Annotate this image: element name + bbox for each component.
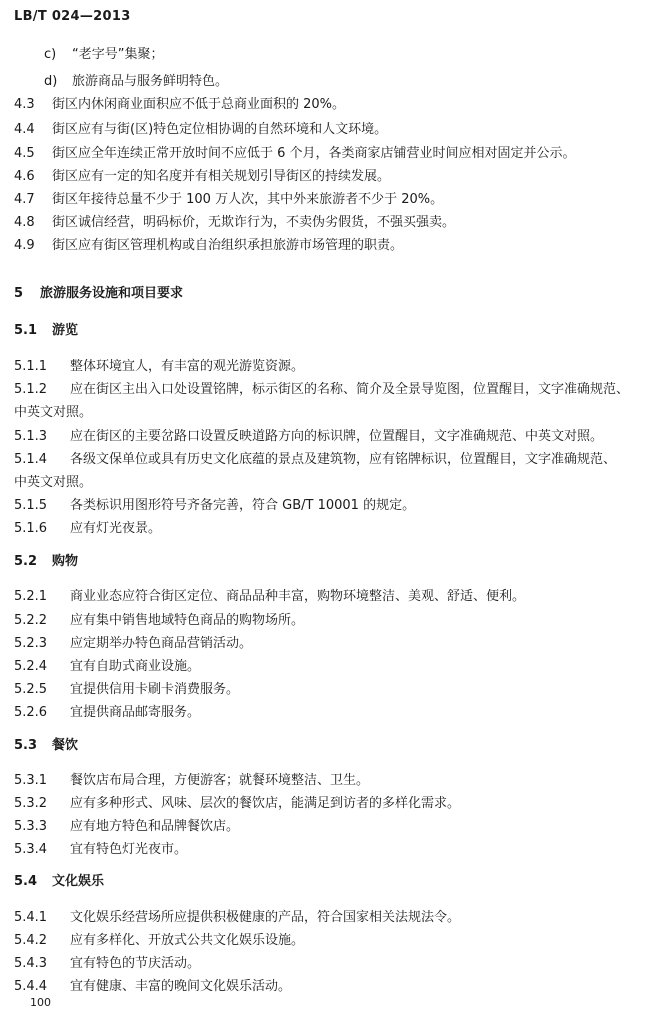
clause-number: 5.2.1 <box>14 589 48 604</box>
clause-number: 5.3.3 <box>14 819 48 834</box>
clause-number: 5.1.3 <box>14 429 48 444</box>
section-number: 5.1 <box>14 323 38 338</box>
clause-text: 街区应全年连续正常开放时间不应低于 6 个月，各类商家店铺营业时间应相对固定并公示。 <box>52 146 576 161</box>
clause-number: 5.1.5 <box>14 498 48 513</box>
clause-text: 宜有特色灯光夜市。 <box>70 842 188 857</box>
clause-text: 宜有特色的节庆活动。 <box>70 956 201 971</box>
section-number: 5.3 <box>14 738 38 753</box>
clause-number: 5.1.6 <box>14 521 48 536</box>
section-title: 游览 <box>52 323 79 338</box>
clause-number: 5.2.2 <box>14 613 48 628</box>
clause-number: 5.4.1 <box>14 910 48 925</box>
list-text: 旅游商品与服务鲜明特色。 <box>72 74 229 89</box>
page-number: 100 <box>30 996 51 1009</box>
clause-number: 4.7 <box>14 192 35 207</box>
list-marker: d) <box>44 74 58 89</box>
standard-code-header: LB/T 024—2013 <box>14 9 131 24</box>
clause-number: 4.4 <box>14 122 35 137</box>
clause-number: 4.9 <box>14 238 35 253</box>
chapter-title: 旅游服务设施和项目要求 <box>40 286 184 301</box>
clause-text: 街区年接待总量不少于 100 万人次，其中外来旅游者不少于 20%。 <box>52 192 444 207</box>
clause-text: 各类标识用图形符号齐备完善，符合 GB/T 10001 的规定。 <box>70 498 416 513</box>
section-title: 购物 <box>52 554 79 569</box>
clause-text-continuation: 中英文对照。 <box>14 405 93 420</box>
clause-text: 宜提供商品邮寄服务。 <box>70 705 201 720</box>
section-title: 文化娱乐 <box>52 874 105 889</box>
clause-text: 宜有健康、丰富的晚间文化娱乐活动。 <box>70 979 292 994</box>
clause-text: 街区应有一定的知名度并有相关规划引导街区的持续发展。 <box>52 169 391 184</box>
section-number: 5.4 <box>14 874 38 889</box>
clause-number: 5.2.6 <box>14 705 48 720</box>
clause-number: 4.6 <box>14 169 35 184</box>
clause-text: 餐饮店布局合理，方便游客；就餐环境整洁、卫生。 <box>70 773 370 788</box>
clause-text: 应有多样化、开放式公共文化娱乐设施。 <box>70 933 305 948</box>
clause-text: 各级文保单位或具有历史文化底蕴的景点及建筑物，应有铭牌标识，位置醒目，文字准确规范、 <box>70 452 617 467</box>
clause-number: 5.1.4 <box>14 452 48 467</box>
clause-number: 5.1.1 <box>14 359 48 374</box>
clause-text: 应有多种形式、风味、层次的餐饮店，能满足到访者的多样化需求。 <box>70 796 461 811</box>
clause-text: 街区内休闲商业面积应不低于总商业面积的 20%。 <box>52 97 346 112</box>
clause-text: 街区诚信经营，明码标价，无欺诈行为，不卖伪劣假货，不强买强卖。 <box>52 215 456 230</box>
clause-text: 应在街区的主要岔路口设置反映道路方向的标识牌，位置醒目，文字准确规范、中英文对照。 <box>70 429 604 444</box>
clause-number: 5.3.2 <box>14 796 48 811</box>
clause-text: 应有灯光夜景。 <box>70 521 162 536</box>
clause-text: 文化娱乐经营场所应提供积极健康的产品，符合国家相关法规法令。 <box>70 910 461 925</box>
clause-text: 街区应有街区管理机构或自治组织承担旅游市场管理的职责。 <box>52 238 404 253</box>
clause-text: 街区应有与街(区)特色定位相协调的自然环境和人文环境。 <box>52 122 388 137</box>
clause-number: 4.5 <box>14 146 35 161</box>
clause-number: 4.3 <box>14 97 35 112</box>
clause-number: 5.2.3 <box>14 636 48 651</box>
clause-text: 宜有自助式商业设施。 <box>70 659 201 674</box>
clause-number: 5.4.4 <box>14 979 48 994</box>
clause-number: 4.8 <box>14 215 35 230</box>
clause-number: 5.3.1 <box>14 773 48 788</box>
clause-text: 宜提供信用卡刷卡消费服务。 <box>70 682 240 697</box>
clause-text: 应有集中销售地域特色商品的购物场所。 <box>70 613 305 628</box>
clause-number: 5.2.4 <box>14 659 48 674</box>
section-title: 餐饮 <box>52 738 79 753</box>
chapter-number: 5 <box>14 286 24 301</box>
list-text: “老字号”集聚； <box>72 47 164 62</box>
clause-text: 整体环境宜人，有丰富的观光游览资源。 <box>70 359 305 374</box>
list-marker: c) <box>44 47 57 62</box>
section-number: 5.2 <box>14 554 38 569</box>
clause-number: 5.2.5 <box>14 682 48 697</box>
clause-number: 5.1.2 <box>14 382 48 397</box>
clause-text: 应在街区主出入口处设置铭牌，标示街区的名称、简介及全景导览图，位置醒目，文字准确规范、 <box>70 382 630 397</box>
clause-text-continuation: 中英文对照。 <box>14 475 93 490</box>
clause-text: 应有地方特色和品牌餐饮店。 <box>70 819 240 834</box>
clause-number: 5.4.2 <box>14 933 48 948</box>
clause-text: 商业业态应符合街区定位、商品品种丰富，购物环境整洁、美观、舒适、便利。 <box>70 589 526 604</box>
clause-text: 应定期举办特色商品营销活动。 <box>70 636 253 651</box>
clause-number: 5.4.3 <box>14 956 48 971</box>
clause-number: 5.3.4 <box>14 842 48 857</box>
